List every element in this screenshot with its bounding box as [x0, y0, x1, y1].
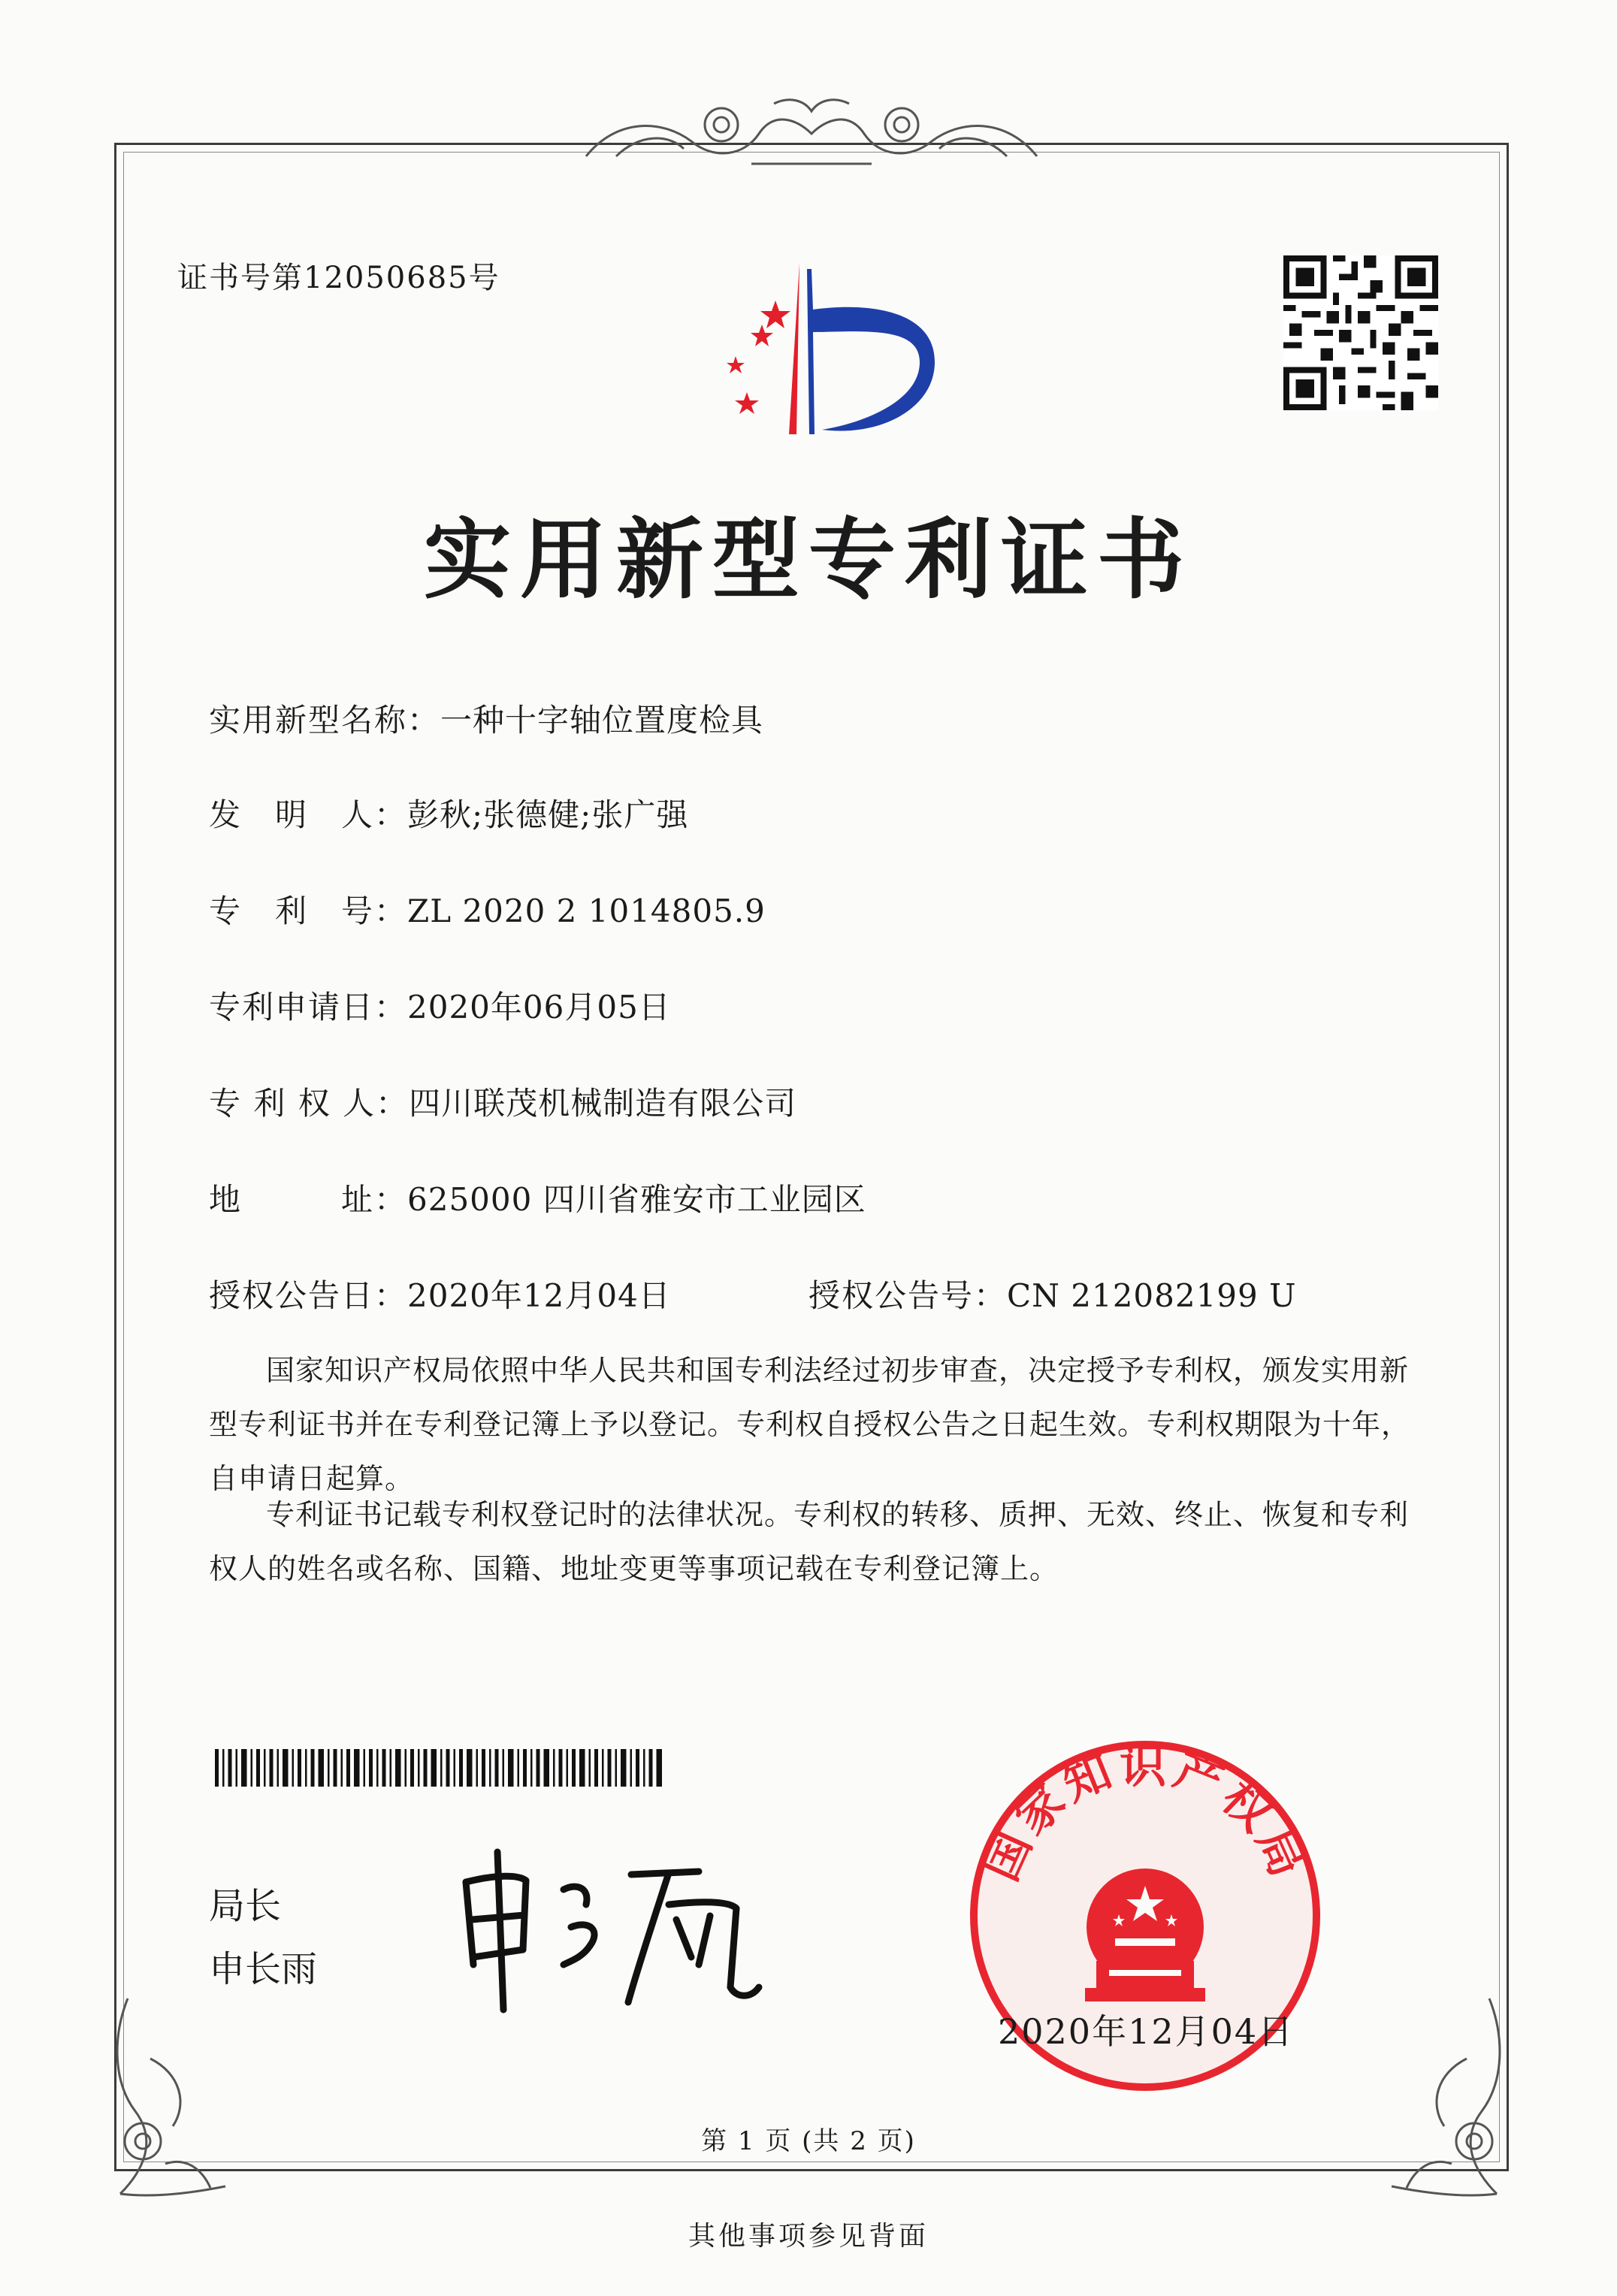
field-filing-date	[209, 983, 671, 1028]
bottom-left-ornament	[98, 1991, 233, 2209]
field-patent-number	[209, 887, 766, 932]
body-paragraph-2: 专利证书记载专利权登记时的法律状况。专利权的转移、质押、无效、终止、恢复和专利权人的姓名或名称、国籍、地址变更等事项记载在专利登记簿上。	[209, 1498, 1410, 1585]
field-value: 2020年12月04日	[407, 1277, 671, 1314]
field-address	[209, 1175, 866, 1220]
handwritten-signature	[451, 1837, 812, 2017]
certificate-number: 证书号第12050685号	[177, 261, 500, 295]
field-value: 一种十字轴位置度检具	[440, 702, 764, 739]
signatory-title: 局长	[209, 1885, 282, 1927]
field-utility-model-name	[209, 696, 763, 741]
grant-date: 2020年12月04日	[998, 2011, 1295, 2052]
field-label: 专 利 权 人：	[209, 1085, 410, 1122]
barcode	[215, 1749, 666, 1787]
field-value: ZL 2020 2 1014805.9	[407, 893, 766, 929]
field-label: 实用新型名称：	[209, 702, 441, 739]
field-label: 专利申请日：	[209, 989, 408, 1026]
certificate-title: 实用新型专利证书	[424, 509, 1193, 611]
qr-code	[1283, 255, 1438, 410]
field-announcement-number	[808, 1271, 1297, 1316]
field-value: 2020年06月05日	[407, 989, 671, 1026]
field-value: 彭秋;张德健;张广强	[407, 796, 689, 833]
bottom-right-ornament	[1384, 1991, 1519, 2209]
field-label: 授权公告号：	[808, 1277, 1008, 1314]
field-label: 地 址：	[209, 1181, 408, 1218]
cnipa-logo	[694, 249, 935, 437]
page-number: 第 1 页 (共 2 页)	[701, 2126, 916, 2156]
field-patentee	[209, 1079, 796, 1124]
field-value: 625000 四川省雅安市工业园区	[407, 1181, 866, 1218]
top-ornament	[571, 89, 1052, 179]
signatory-name: 申长雨	[209, 1948, 318, 1990]
field-label: 专 利 号：	[209, 893, 408, 929]
footer-note: 其他事项参见背面	[688, 2221, 929, 2252]
field-label: 发 明 人：	[209, 796, 408, 833]
signatory-block	[209, 1875, 317, 2001]
field-announcement-date	[209, 1271, 671, 1316]
field-value: 四川联茂机械制造有限公司	[409, 1085, 797, 1122]
field-value: CN 212082199 U	[1007, 1277, 1297, 1314]
body-paragraph-1: 国家知识产权局依照中华人民共和国专利法经过初步审查，决定授予专利权，颁发实用新型专利证书并在专利登记簿上予以登记。专利权自授权公告之日起生效。专利权期限为十年，自申请日起算。	[209, 1354, 1411, 1495]
field-inventors	[209, 790, 688, 835]
seal-text: 国家知识产权局	[972, 1738, 1318, 1889]
field-label: 授权公告日：	[209, 1277, 408, 1314]
